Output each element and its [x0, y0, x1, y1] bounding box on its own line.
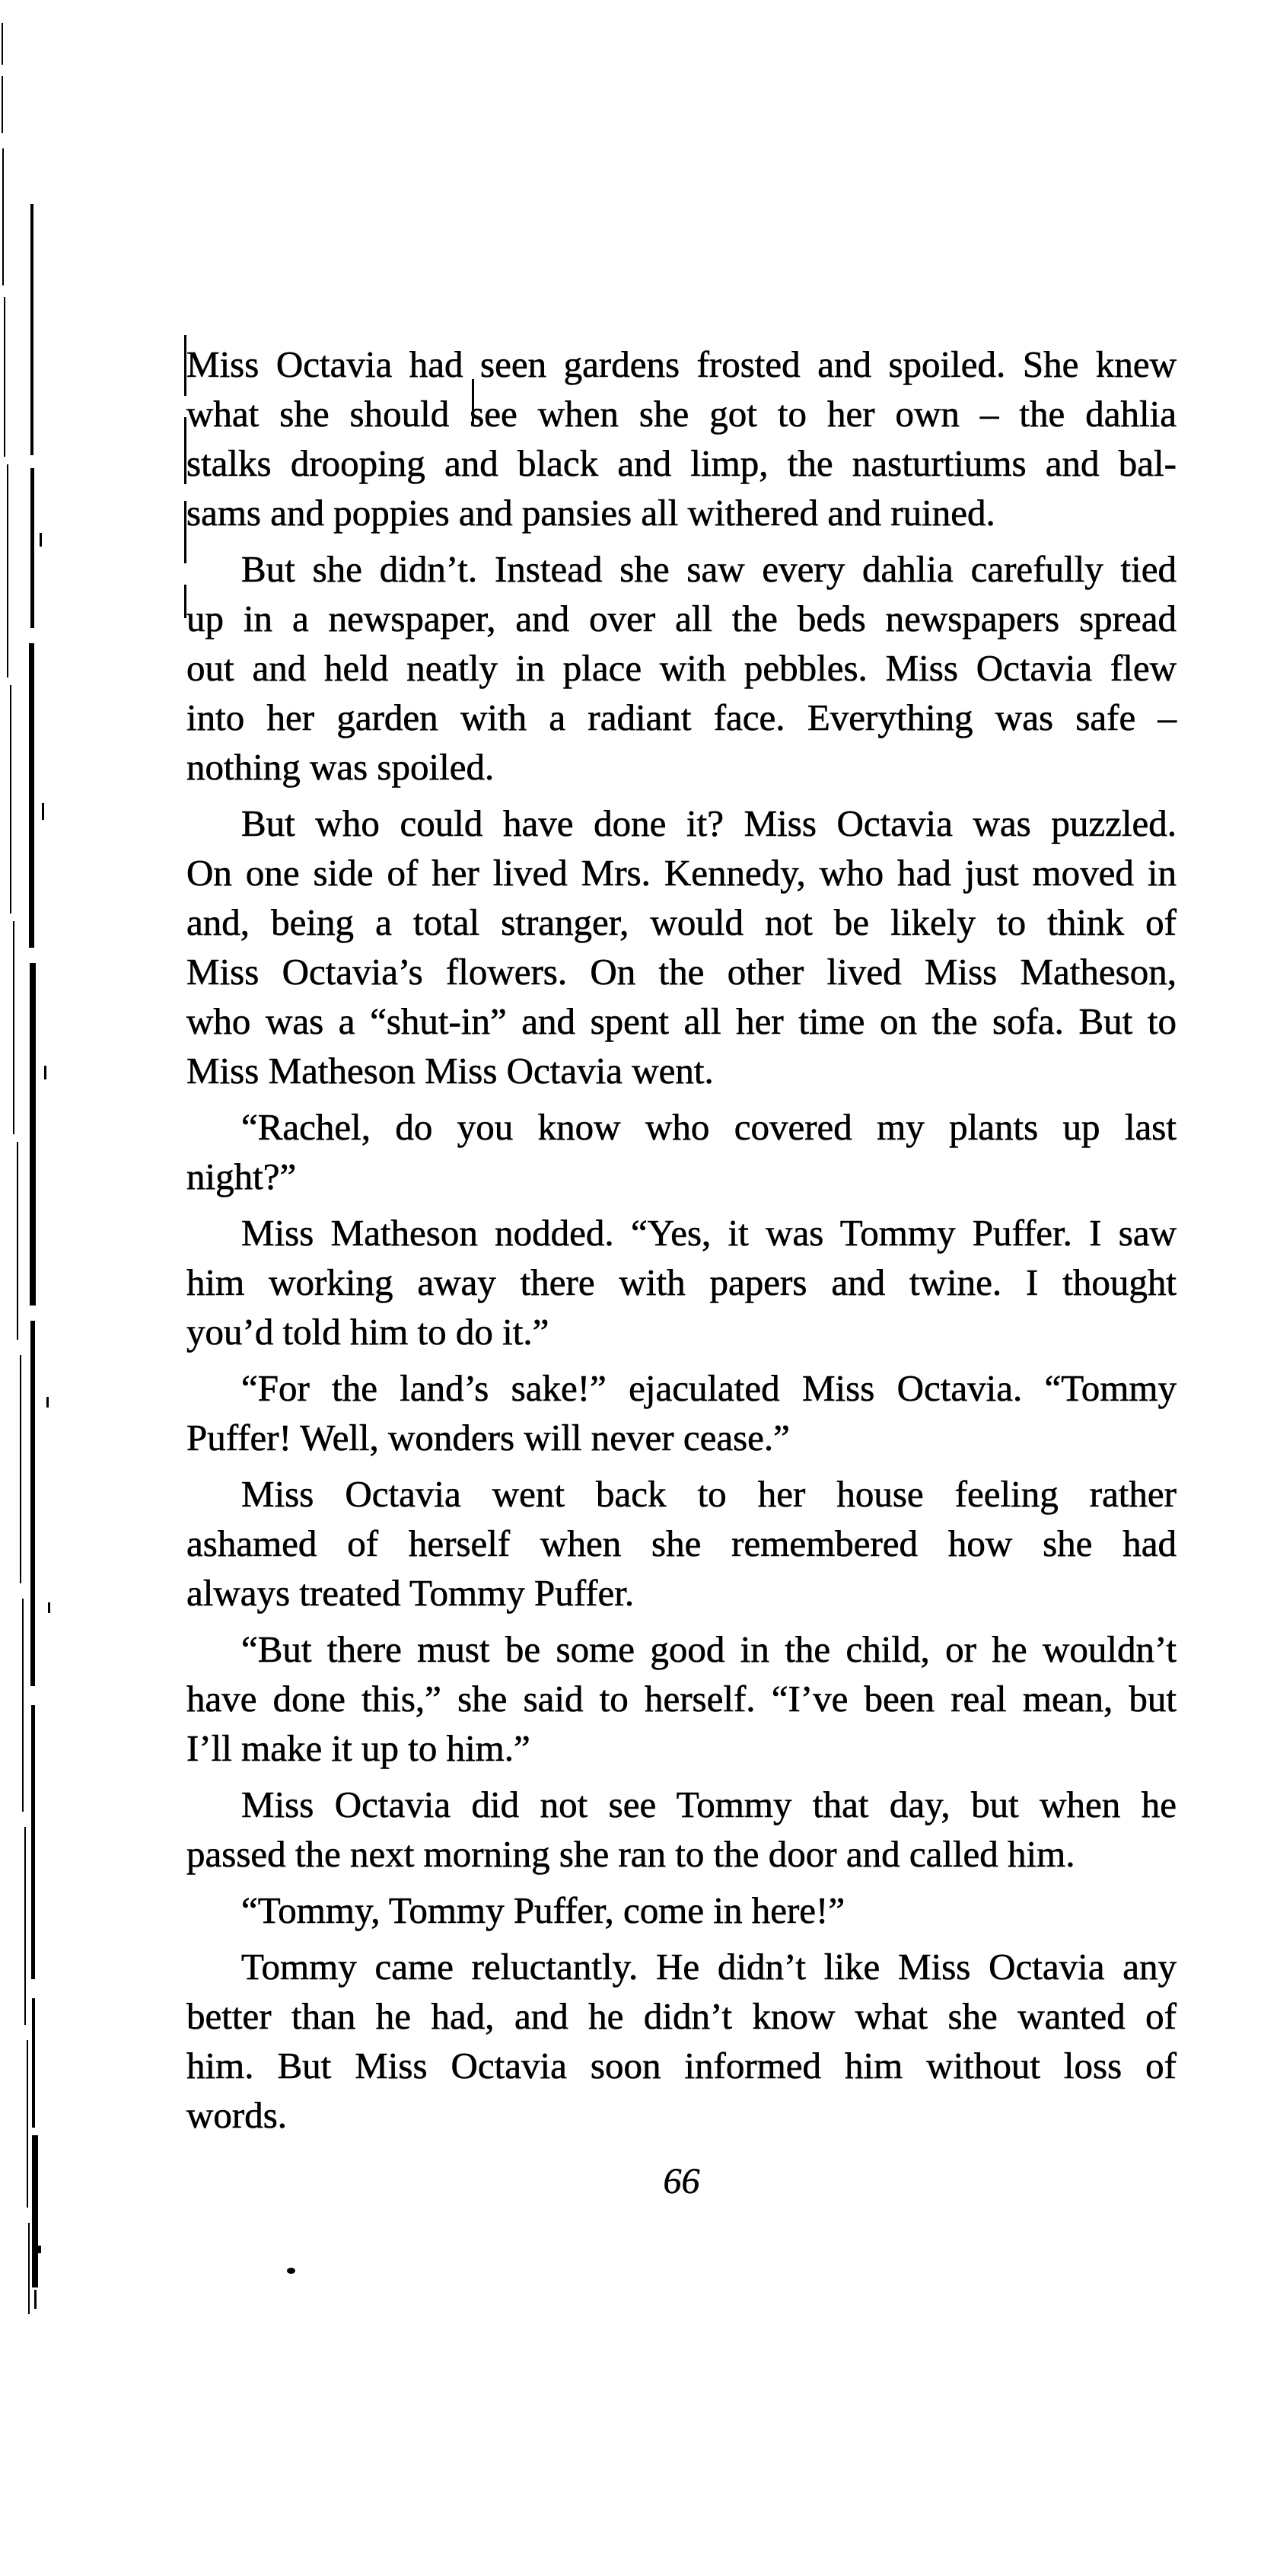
- text-line: him working away there with papers and twine. I thought: [186, 1261, 1177, 1303]
- paragraph: [186, 1624, 1177, 1773]
- scan-artifact-thin-line: [13, 921, 14, 1134]
- text-line: Miss Octavia did not see Tommy that day, but when he: [241, 1784, 1177, 1825]
- paragraph: [186, 1942, 1177, 2140]
- text-line: On one side of her lived Mrs. Kennedy, who had just moved in: [186, 852, 1177, 894]
- paragraph: [186, 544, 1177, 792]
- text-line: Miss Octavia had seen gardens frosted and spoiled. She knew: [186, 343, 1177, 385]
- text-line: better than he had, and he didn’t know what she wanted of: [186, 1995, 1177, 2037]
- text-line: nothing was spoiled.: [186, 746, 495, 788]
- scan-artifact-thin-line: [24, 1827, 26, 2025]
- text-line: Miss Matheson nodded. “Yes, it was Tommy Puffer. I saw: [241, 1212, 1177, 1254]
- paragraph: [186, 1102, 1177, 1201]
- text-line: what she should see when she got to her own – the dahlia: [186, 393, 1177, 435]
- scan-artifact-gutter-bar: [30, 204, 33, 455]
- text-line: have done this,” she said to herself. “I’ve been real mean, but: [186, 1678, 1177, 1720]
- text-line: him. But Miss Octavia soon informed him without loss of: [186, 2045, 1177, 2087]
- text-line: “Rachel, do you know who covered my plants up last: [241, 1106, 1177, 1148]
- text-line: Tommy came reluctantly. He didn’t like Miss Octavia any: [241, 1946, 1177, 1988]
- text-line: and, being a total stranger, would not be likely to think of: [186, 901, 1177, 943]
- scan-artifact-gutter-bar: [30, 963, 36, 1306]
- scan-artifact-thin-line: [28, 2223, 30, 2314]
- scan-artifact-thin-line: [2, 23, 3, 65]
- scan-artifact-thin-line: [2, 148, 4, 285]
- paragraph: [186, 1886, 1177, 1935]
- scan-artifact-speckle: [46, 1397, 49, 1408]
- scan-artifact-thin-line: [7, 464, 8, 677]
- scan-artifact-thin-line: [27, 2040, 28, 2208]
- text-line: Miss Octavia’s flowers. On the other lived Miss Matheson,: [186, 951, 1177, 993]
- text-line: ashamed of herself when she remembered how she had: [186, 1522, 1177, 1564]
- scan-artifact-speckle: [42, 803, 44, 820]
- scan-artifact-thin-line: [10, 685, 11, 913]
- text-line: But she didn’t. Instead she saw every dahlia carefully tied: [241, 548, 1177, 590]
- text-line: night?”: [186, 1156, 297, 1197]
- text-line: Puffer! Well, wonders will never cease.”: [186, 1417, 790, 1459]
- text-line: always treated Tommy Puffer.: [186, 1572, 635, 1614]
- text-line: Miss Matheson Miss Octavia went.: [186, 1050, 714, 1092]
- scan-artifact-speckle: [38, 2246, 41, 2253]
- text-line: who was a “shut-in” and spent all her time on the sofa. But to: [186, 1000, 1177, 1042]
- scan-artifact-gutter-bar: [32, 2135, 38, 2287]
- text-line: passed the next morning she ran to the door and called him.: [186, 1833, 1075, 1875]
- text-line: stalks drooping and black and limp, the nasturtiums and bal-: [186, 442, 1177, 484]
- scan-artifact-gutter-bar: [30, 468, 34, 628]
- text-line: “Tommy, Tommy Puffer, come in here!”: [241, 1889, 845, 1931]
- scan-artifact-thin-line: [20, 1355, 21, 1583]
- scan-artifact-speckle: [40, 533, 42, 547]
- scan-artifact-thin-line: [22, 1599, 24, 1812]
- paragraph: [186, 1780, 1177, 1879]
- scan-artifact-gutter-bar: [29, 643, 34, 948]
- text-line: “But there must be some good in the child, or he wouldn’t: [241, 1628, 1177, 1670]
- paragraph: [186, 1469, 1177, 1618]
- scan-artifact-ink-dot: [287, 2268, 295, 2274]
- scan-artifact-gutter-bar: [32, 1998, 35, 2128]
- scan-artifact-gutter-bar: [34, 2290, 37, 2309]
- text-line: Miss Octavia went back to her house feeling rather: [241, 1473, 1177, 1515]
- text-block: [186, 340, 1177, 2140]
- text-line: words.: [186, 2094, 288, 2136]
- scan-artifact-thin-line: [4, 297, 5, 457]
- scan-artifact-gutter-bar: [31, 1705, 35, 1979]
- paragraph: [186, 1208, 1177, 1357]
- text-line: you’d told him to do it.”: [186, 1311, 549, 1353]
- text-line: up in a newspaper, and over all the beds newspapers spread: [186, 598, 1177, 639]
- scan-artifact-thin-line: [17, 1142, 18, 1340]
- scan-artifact-speckle: [44, 1066, 46, 1079]
- text-line: out and held neatly in place with pebbles. Miss Octavia flew: [186, 647, 1177, 689]
- page-number: 66: [663, 2161, 700, 2201]
- text-line: “For the land’s sake!” ejaculated Miss Octavia. “Tommy: [241, 1367, 1177, 1409]
- paragraph: [186, 340, 1177, 537]
- paragraph: [186, 799, 1177, 1095]
- text-line: into her garden with a radiant face. Everything was safe –: [186, 697, 1177, 738]
- text-line: sams and poppies and pansies all withered and ruined.: [186, 492, 995, 534]
- scan-artifact-thin-line: [2, 76, 3, 133]
- paragraph: [186, 1363, 1177, 1462]
- scan-artifact-gutter-bar: [30, 1321, 35, 1686]
- text-line: But who could have done it? Miss Octavia was puzzled.: [241, 802, 1177, 844]
- scan-artifact-speckle: [48, 1602, 50, 1613]
- text-line: I’ll make it up to him.”: [186, 1727, 530, 1769]
